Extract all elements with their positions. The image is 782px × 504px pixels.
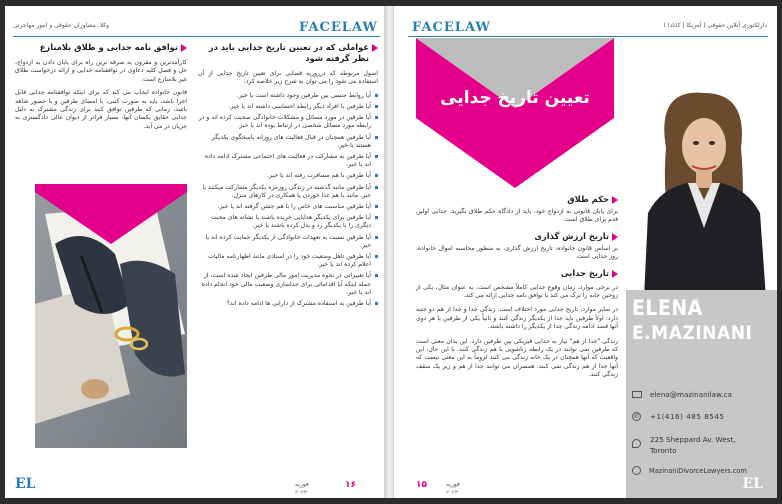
section-title: تاریخ جدایی	[416, 268, 618, 279]
right-month: فوریه	[446, 481, 460, 488]
factor-item: آیا تغییراتی در نحوه مدیریت امور مالی طرفین ایجاد شده است، از جمله اینکه آیا اقداماتی برای جداسازی وضعیت مالی خود انجام داده اند یا خیر.	[198, 272, 378, 297]
location-icon	[632, 439, 641, 448]
left-header-rule	[13, 36, 380, 37]
el-logo: EL	[742, 476, 763, 492]
email-icon	[632, 391, 642, 398]
section-text: در برخی موارد، زمان وقوع جدایی کاملاً مشخص است. به عنوان مثال، یکی از زوجین خانه را ترک می کند یا توافق نامه جدایی ارائه می کند.	[416, 283, 618, 300]
factors-intro: اصول مربوطه که درروریه قضایی برای تعیین تاریخ جدایی از آن استفاده می شود را می توان به شرح زیر خلاصه کرد:	[198, 70, 378, 86]
triangle-bullet-icon	[612, 233, 618, 241]
agreement-paragraph-2: قانون خانواده ایجاب می کند که برای اینکه توافقنامه جدایی قابل اجرا باشد، باید به صورت کتبی، با امضای طرفین و با حضور شاهد باشد. زمانی که طرفین توافق کنند برای زندگی مشترک به دلیل جدایی حقایق یکسان آنها، بسیار فراتر از دیوان عالی دادگستری به جریان در می آید.	[15, 89, 187, 130]
lawyer-panel	[626, 38, 777, 498]
globe-icon	[632, 466, 641, 475]
factor-item: آیا طرفین نسبت به تعهدات خانوادگی از یکدیگر حمایت کرده اند یا خیر.	[198, 234, 378, 250]
section-title: حکم طلاق	[416, 194, 618, 205]
left-header-text: وکلا، مشاوران حقوقی و امور مهاجرتی	[13, 22, 110, 29]
triangle-bullet-icon	[612, 196, 618, 204]
left-page	[5, 6, 388, 498]
factor-item: آیا طرفین همچنان در قبال فعالیت های روزانه پاسخگوی یکدیگر هستند یا خیر.	[198, 134, 378, 150]
factor-item: آیا طرفین مناسبت های خاص را با هم جشن گرفته اند یا خیر.	[198, 203, 378, 211]
hero-title: تعیین تاریخ جدایی	[440, 88, 590, 108]
right-header-text: دارلکتوری آنلاین حقوقی ( آمریکا | کانادا )	[663, 22, 767, 29]
section-text: برای پایان قانونی به ازدواج خود، باید از دادگاه حکم طلاق بگیرید. جدایی اولین قدم برای طلاق است.	[416, 208, 618, 224]
contact-phone[interactable]: ✆ +1(416) 485 8545	[633, 412, 725, 421]
factor-item: آیا روابط جنسی بین طرفین وجود داشته است یا خیر.	[198, 92, 378, 100]
right-brand: FACELAW	[412, 20, 491, 35]
paragraph-disputed-date: در سایر موارد، تاریخ جدایی مورد اختلاف است. زندگی جدا و جدا از هم دو جنبه دارد: اولاً طرفین باید جدا از یکدیگر زندگی کنند و ثانیاً یکی از طرفین یا هر دوی آنها قصد ادامه زندگی جدا از یکدیگر را داشته باشند.	[416, 306, 618, 331]
section-title: تاریخ ارزش گذاری	[416, 231, 618, 242]
agreement-paragraph-1: کارآمدترین و مقرون به صرفه ترین راه برای پایان دادن به ازدواج، حل و فصل کلیه دعاوی در توافقنامه جدایی و ارائه درخواست طلاق غیر بلامنازع است.	[15, 59, 187, 83]
triangle-bullet-icon	[181, 44, 187, 52]
factor-item: آیا طرفین در مورد مسائل و مشکلات خانوادگی صحبت کرده اند و در رابطه مورد مسائل شخصی در ارتباط بوده اند یا خیر.	[198, 114, 378, 130]
right-year: ۲۰۲۳	[446, 490, 458, 496]
contact-email[interactable]: elena@mazinanilaw.ca	[632, 390, 772, 399]
factors-column	[198, 42, 378, 311]
triangle-bullet-icon	[612, 270, 618, 278]
factor-item: آیا طرفین مانند گذشته در زندگی روزمره یکدیگر مشارکت میکنند یا خیر. مانند با هم غذا خوردن یا همکاری در کارهای منزل.	[198, 184, 378, 200]
left-brand: FACELAW	[299, 20, 378, 35]
factor-item: آیا طرفین برای یکدیگر هدایایی خریده باشند یا نشانه های محبت دیگری را با یکدیگر رد و بدل کرده باشند یا خیر.	[198, 214, 378, 230]
triangle-bullet-icon	[372, 44, 378, 52]
factor-item: آیا طرفین تاهل وضعیت خود را در اسنادی مانند اظهارنامه مالیات اعلام کرده اند یا خیر.	[198, 253, 378, 269]
left-month: فوریه	[295, 481, 309, 488]
factors-title: عواملی که در تعیین تاریخ جدایی باید در نظر گرفته شود	[198, 42, 378, 64]
rings-photo-graphic	[35, 184, 187, 448]
el-logo: EL	[15, 476, 36, 492]
contact-panel	[626, 290, 777, 498]
section-divorce-order	[416, 194, 618, 225]
lawyer-portrait	[626, 88, 777, 298]
agreement-title: توافق نامه جدایی و طلاق بلامنازع	[15, 42, 187, 53]
factor-item: آیا طرفین با افراد دیگر رابطه احساسی داشته اند یا خیر.	[198, 103, 378, 111]
paragraph-living-apart: زندگی "جدا از هم" نیاز به جدایی فیزیکی بین طرفین دارد. این بدان معنی است که طرفین نمی توانند در یک رابطه زناشویی با هم زندگی کنند. با این حال، این واقعیت که آنها همچنان در یک خانه زندگی می کنند لزوماً به این معنی نیست که آنها جدا از هم زندگی نمی کنند. همسران می توانند جدا از هم و زیر یک سقف زندگی کنند.	[416, 337, 618, 379]
section-valuation-date	[416, 231, 618, 262]
phone-icon: ✆	[633, 413, 640, 420]
hero-chevron-graphic	[416, 38, 614, 188]
agreement-column	[15, 42, 187, 131]
sections-column	[416, 194, 618, 380]
contact-website[interactable]: MazinaniDivorceLawyers.com	[632, 466, 772, 475]
factors-list	[198, 92, 378, 308]
rings-photo	[35, 184, 187, 448]
left-page-number: ۱۶	[345, 480, 356, 490]
name-last: E.MAZINANI	[632, 322, 753, 344]
factor-item: آیا طرفین با هم مسافرت رفته اند یا خیر.	[198, 172, 378, 180]
section-separation-date	[416, 268, 618, 301]
section-text: بر اساس قانون خانواده، تاریخ ارزش گذاری، به منظور محاسبه اموال خانواده، روز جدایی است.	[416, 244, 618, 261]
right-page-number: ۱۵	[416, 480, 427, 490]
contact-address[interactable]: 225 Sheppard Av. West, Toronto	[632, 434, 772, 456]
name-first: ELENA	[632, 296, 703, 320]
right-page	[394, 6, 777, 498]
right-header-rule	[408, 36, 768, 37]
factor-item: آیا طرفین به استفاده مشترک از دارایی ها ادامه داده اند؟	[198, 300, 378, 308]
factor-item: آیا طرفین به مشارکت در فعالیت های اجتماعی مشترک ادامه داده اند یا خیر.	[198, 153, 378, 169]
left-year: ۲۰۲۳	[295, 490, 307, 496]
